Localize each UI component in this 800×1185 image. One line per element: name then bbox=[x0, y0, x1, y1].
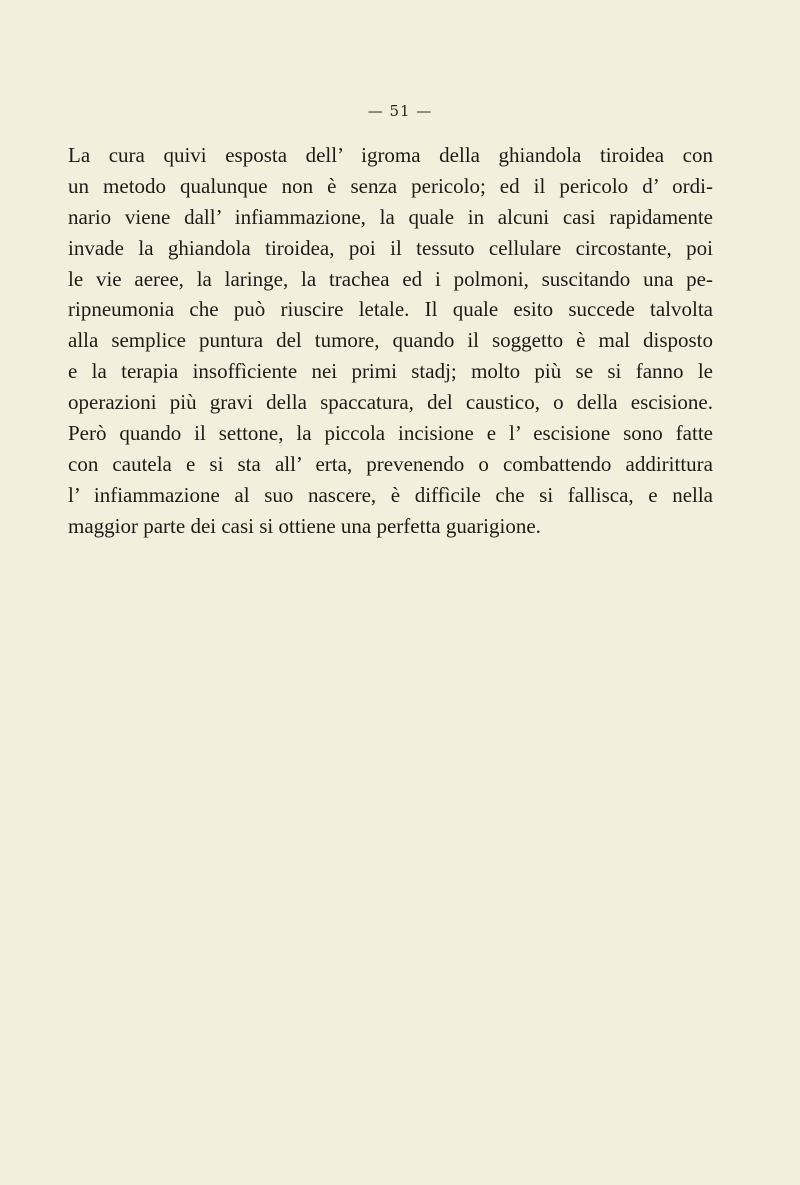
text-line: con cautela e si sta all’ erta, prevenendo o combattendo addirittura bbox=[68, 451, 713, 476]
text-line: e la terapia insoffìciente nei primi stadj; molto più se si fanno le bbox=[68, 359, 713, 384]
text-line: le vie aeree, la laringe, la trachea ed i polmoni, suscitando una pe- bbox=[68, 266, 713, 291]
text-line: un metodo qualunque non è senza pericolo; ed il pericolo d’ ordi- bbox=[68, 173, 713, 198]
text-line: l’ infiammazione al suo nascere, è diffìcile che si fallisca, e nella bbox=[68, 482, 713, 507]
text-line: maggior parte dei casi si ottiene una perfetta guarigione. bbox=[68, 513, 541, 538]
text-line: invade la ghiandola tiroidea, poi il tessuto cellulare circostante, poi bbox=[68, 235, 713, 260]
text-line: alla semplice puntura del tumore, quando il soggetto è mal disposto bbox=[68, 328, 713, 353]
text-line: La cura quivi esposta dell’ igroma della ghiandola tiroidea con bbox=[68, 143, 713, 167]
text-line: ripneumonia che può riuscire letale. Il quale esito succede talvolta bbox=[68, 297, 713, 322]
text-line: nario viene dall’ infiammazione, la quale in alcuni casi rapidamente bbox=[68, 204, 713, 229]
text-line: Però quando il settone, la piccola incisione e l’ escisione sono fatte bbox=[68, 421, 713, 446]
page-number: — 51 — bbox=[367, 102, 433, 120]
text-line: operazioni più gravi della spaccatura, del caustico, o della escisione. bbox=[68, 390, 713, 415]
paragraph bbox=[68, 140, 713, 542]
